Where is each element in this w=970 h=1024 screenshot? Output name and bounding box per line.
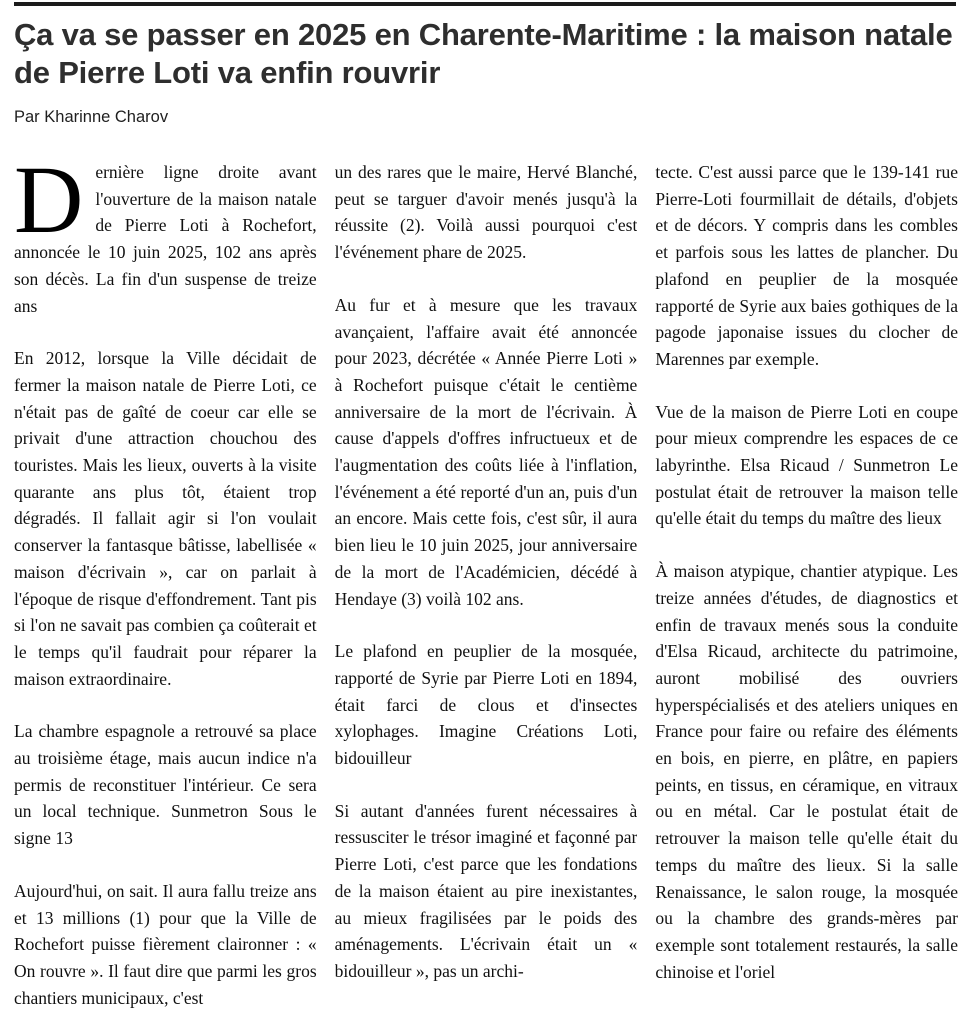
article-columns xyxy=(14,159,958,1011)
article-column-1 xyxy=(14,159,317,1011)
paragraph: À maison atypique, chantier atypique. Les treize années d'études, de diagnostics et enfin de travaux menés sous la conduite d'Elsa Ricaud, architecte du patrimoine, auront mobilisé des ouvriers hyperspécialisés et des ateliers uniques en France pour faire ou refaire des éléments en bois, en pierre, en plâtre, en papiers peints, en tissus, en céramique, en vitraux ou en métal. Car le postulat était de retrouver la maison telle qu'elle était du temps du maître des lieux. Si la salle Renaissance, le salon rouge, la mosquée ou la chambre des grands-mères par exemple sont totalement restaurés, la salle chinoise et l'oriel xyxy=(655,561,958,982)
paragraph: Au fur et à mesure que les travaux avançaient, l'affaire avait été annoncée pour 2023, décrétée « Année Pierre Loti » à Rochefort puisque c'était le centième anniversaire de la mort de l'écrivain. À cause d'appels d'offres infructueux et de l'augmentation des coûts liée à l'inflation, l'événement a été reporté d'un an, puis d'un an encore. Mais cette fois, c'est sûr, il aura bien lieu le 10 juin 2025, jour anniversaire de la mort de l'Académicien, décédé à Hendaye (3) voilà 102 ans. xyxy=(334,294,638,609)
article-column-3 xyxy=(655,159,958,1011)
paragraph: un des rares que le maire, Hervé Blanché, peut se targuer d'avoir menés jusqu'à la réussite (2). Voilà aussi pourquoi c'est l'événement phare de 2025. xyxy=(334,162,638,263)
article-column-2 xyxy=(335,159,638,1011)
article-headline: Ça va se passer en 2025 en Charente-Maritime : la maison natale de Pierre Loti va enfin rouvrir xyxy=(14,17,953,90)
paragraph: La chambre espagnole a retrouvé sa place au troisième étage, mais aucun indice n'a permis de reconstituer l'intérieur. Ce sera un local technique. Sunmetron Sous le signe 13 xyxy=(14,721,317,849)
paragraph: En 2012, lorsque la Ville décidait de fermer la maison natale de Pierre Loti, ce n'était pas de gaîté de coeur car elle se privait d'une attraction chouchou des touristes. Mais les lieux, ouverts à la visite quarante ans plus tôt, étaient trop dégradés. Il fallait agir si l'on voulait conserver la fantasque bâtisse, labellisée « maison d'écrivain », car on parlait à l'époque de risque d'effondrement. Tant pis si l'on ne savait pas combien ça coûterait et le temps qu'il faudrait pour réparer la maison extraordinaire. xyxy=(14,348,317,689)
paragraph: tecte. C'est aussi parce que le 139-141 rue Pierre-Loti fourmillait de détails, d'objets et de décors. Y compris dans les combles et parfois sous les lattes de plancher. Du plafond en peuplier de la mosquée rapporté de Syrie aux baies gothiques de la pagode japonaise issues du clocher de Marennes par exemple. xyxy=(655,162,958,369)
paragraph-lead-dropcap: Dernière ligne droite avant l'ouverture de la maison natale de Pierre Loti à Rochefort, annoncée le 10 juin 2025, 102 ans après son décès. La fin d'un suspense de treize ans xyxy=(14,159,317,316)
paragraph: Si autant d'années furent nécessaires à ressusciter le trésor imaginé et façonné par Pierre Loti, c'est parce que les fondations de la maison étaient au pire inexistantes, au mieux fragilisées par le poids des aménagements. L'écrivain était un « bidouilleur », pas un archi- xyxy=(334,800,638,981)
paragraph: Vue de la maison de Pierre Loti en coupe pour mieux comprendre les espaces de ce labyrinthe. Elsa Ricaud / Sunmetron Le postulat était de retrouver la maison telle qu'elle était du temps du maître des lieux xyxy=(655,401,958,529)
paragraph: Le plafond en peuplier de la mosquée, rapporté de Syrie par Pierre Loti en 1894, était farci de clous et d'insectes xylophages. Imagine Créations Loti, bidouilleur xyxy=(334,641,638,769)
article-byline: Par Kharinne Charov xyxy=(14,108,169,126)
top-divider-rule xyxy=(14,2,956,6)
paragraph: Aujourd'hui, on sait. Il aura fallu treize ans et 13 millions (1) pour que la Ville de Rochefort puisse fièrement claironner : « On rouvre ». Il faut dire que parmi les gros chantiers municipaux, c'est xyxy=(14,880,317,1008)
